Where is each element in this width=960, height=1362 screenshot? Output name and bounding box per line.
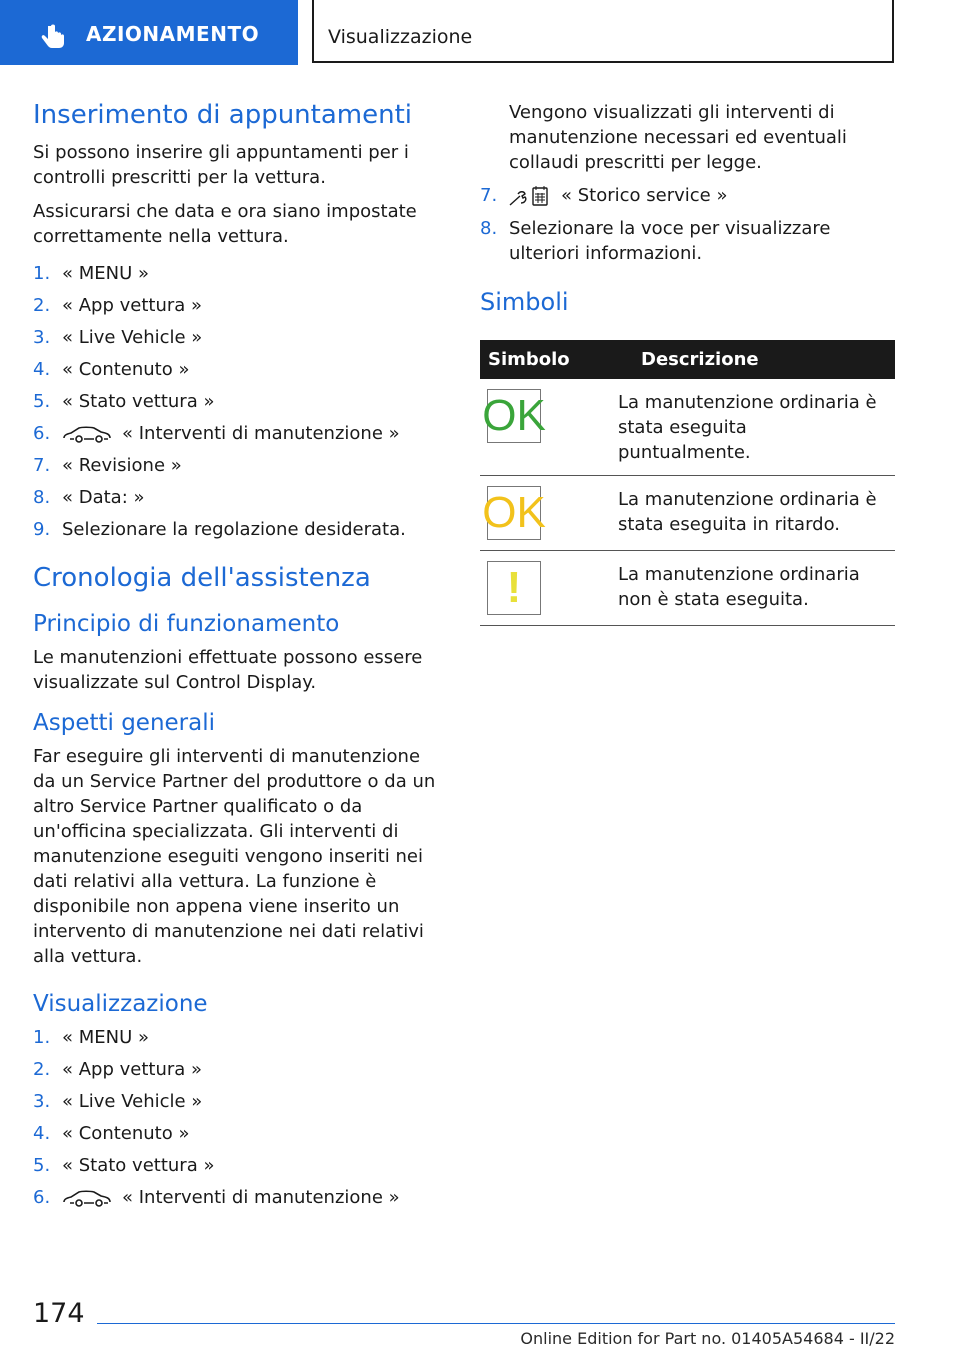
description-cell: La manutenzione ordinaria è stata eseguita puntualmente. <box>618 379 895 476</box>
step-text: « App vettura » <box>62 295 203 317</box>
step-number: 2. <box>33 1059 51 1081</box>
list-item <box>33 485 443 510</box>
car-icon <box>62 1188 112 1208</box>
section-title-appointments: Inserimento di appuntamenti <box>33 100 413 130</box>
service-history-icon <box>509 184 551 208</box>
step-text: Selezionare la regolazione desiderata. <box>62 519 406 541</box>
step-text: « Interventi di manutenzione » <box>122 1187 400 1209</box>
subsection-title-general: Aspetti generali <box>33 709 216 736</box>
section-tab <box>0 0 298 65</box>
paragraph: Far eseguire gli interventi di manutenzione da un Service Partner del produttore o da un altro Service Partner qualificato o da un'officina specializzata. Gli interventi di manutenzione eseguiti vengono inseriti nei dati relativi alla vettura. La funzione è disponibile non appena viene inserito un intervento di manutenzione nei dati relativi alla vettura. <box>33 745 436 967</box>
list-item <box>33 293 443 318</box>
ok-green-icon <box>482 389 546 443</box>
exclamation-icon <box>487 561 541 615</box>
page-number: 174 <box>33 1298 85 1329</box>
list-item <box>33 517 443 542</box>
table-row <box>480 476 895 551</box>
table-header-row <box>480 340 895 379</box>
step-number: 3. <box>33 1091 51 1113</box>
section-tab-label: AZIONAMENTO <box>86 22 260 46</box>
steps-list <box>33 1025 443 1210</box>
symbol-text: ! <box>506 563 522 612</box>
section-title-service-history: Cronologia dell'assistenza <box>33 563 371 594</box>
step-number: 8. <box>33 487 51 509</box>
table-row <box>480 551 895 626</box>
step-text: « App vettura » <box>62 1059 203 1081</box>
column-header-description: Descrizione <box>618 340 895 379</box>
left-column <box>33 96 443 1210</box>
step-number: 8. <box>480 218 498 239</box>
symbol-cell <box>480 551 618 626</box>
step-number: 6. <box>33 423 51 445</box>
step-text: « Interventi di manutenzione » <box>122 423 400 445</box>
step-number: 5. <box>33 391 51 413</box>
step-text: « Storico service » <box>561 185 728 206</box>
subsection-title-display: Visualizzazione <box>33 990 208 1017</box>
step-number: 1. <box>33 1027 51 1049</box>
list-item <box>480 216 896 266</box>
symbol-cell <box>480 379 618 476</box>
step-number: 2. <box>33 295 51 317</box>
list-item <box>33 1185 443 1210</box>
paragraph: Si possono inserire gli appuntamenti per i controlli prescritti per la vettura. <box>33 142 409 189</box>
step-text: « Live Vehicle » <box>62 1091 203 1113</box>
step-number: 1. <box>33 263 51 285</box>
step-text: « Contenuto » <box>62 1123 190 1145</box>
step-text: « MENU » <box>62 1027 150 1049</box>
step-number: 7. <box>33 455 51 477</box>
list-item <box>33 357 443 382</box>
footer-divider <box>97 1323 895 1324</box>
ok-yellow-icon <box>482 486 546 540</box>
step-number: 9. <box>33 519 51 541</box>
symbols-table <box>480 340 895 626</box>
description-cell: La manutenzione ordinaria non è stata eseguita. <box>618 551 895 626</box>
step-number: 4. <box>33 1123 51 1145</box>
symbol-text: OK <box>482 391 546 440</box>
step-text: Selezionare la voce per visualizzare ulteriori informazioni. <box>509 218 831 264</box>
list-item <box>33 325 443 350</box>
list-item <box>480 183 896 208</box>
list-item <box>33 261 443 286</box>
step-number: 4. <box>33 359 51 381</box>
step-text: « Stato vettura » <box>62 391 215 413</box>
topic-header <box>312 0 894 63</box>
list-item <box>33 1089 443 1114</box>
list-item <box>33 389 443 414</box>
paragraph: Assicurarsi che data e ora siano impostate correttamente nella vettura. <box>33 201 417 248</box>
step-number: 5. <box>33 1155 51 1177</box>
description-cell: La manutenzione ordinaria è stata eseguita in ritardo. <box>618 476 895 551</box>
paragraph: Le manutenzioni effettuate possono essere visualizzate sul Control Display. <box>33 646 423 693</box>
list-item <box>33 453 443 478</box>
section-title-symbols: Simboli <box>480 288 569 316</box>
step-text: « Stato vettura » <box>62 1155 215 1177</box>
step-text: « MENU » <box>62 263 150 285</box>
table-row <box>480 379 895 476</box>
column-header-symbol: Simbolo <box>480 340 618 379</box>
steps-list <box>480 183 896 266</box>
step-number: 7. <box>480 185 498 206</box>
footer-edition: Online Edition for Part no. 01405A54684 - II/22 <box>520 1329 895 1348</box>
step-text: « Revisione » <box>62 455 182 477</box>
list-item <box>33 1057 443 1082</box>
steps-list <box>33 261 443 542</box>
list-item <box>33 421 443 446</box>
step-text: « Contenuto » <box>62 359 190 381</box>
paragraph: Vengono visualizzati gli interventi di manutenzione necessari ed eventuali collaudi prescritti per legge. <box>509 102 847 173</box>
list-item <box>33 1153 443 1178</box>
hand-pointer-icon <box>40 24 66 52</box>
list-item <box>33 1025 443 1050</box>
list-item <box>33 1121 443 1146</box>
right-column <box>480 100 896 317</box>
step-number: 6. <box>33 1187 51 1209</box>
symbol-cell <box>480 476 618 551</box>
topic-header-label: Visualizzazione <box>328 26 473 48</box>
car-icon <box>62 424 112 444</box>
subsection-title-principle: Principio di funzionamento <box>33 611 340 638</box>
step-text: « Data: » <box>62 487 145 509</box>
step-number: 3. <box>33 327 51 349</box>
symbol-text: OK <box>482 488 546 537</box>
step-text: « Live Vehicle » <box>62 327 203 349</box>
